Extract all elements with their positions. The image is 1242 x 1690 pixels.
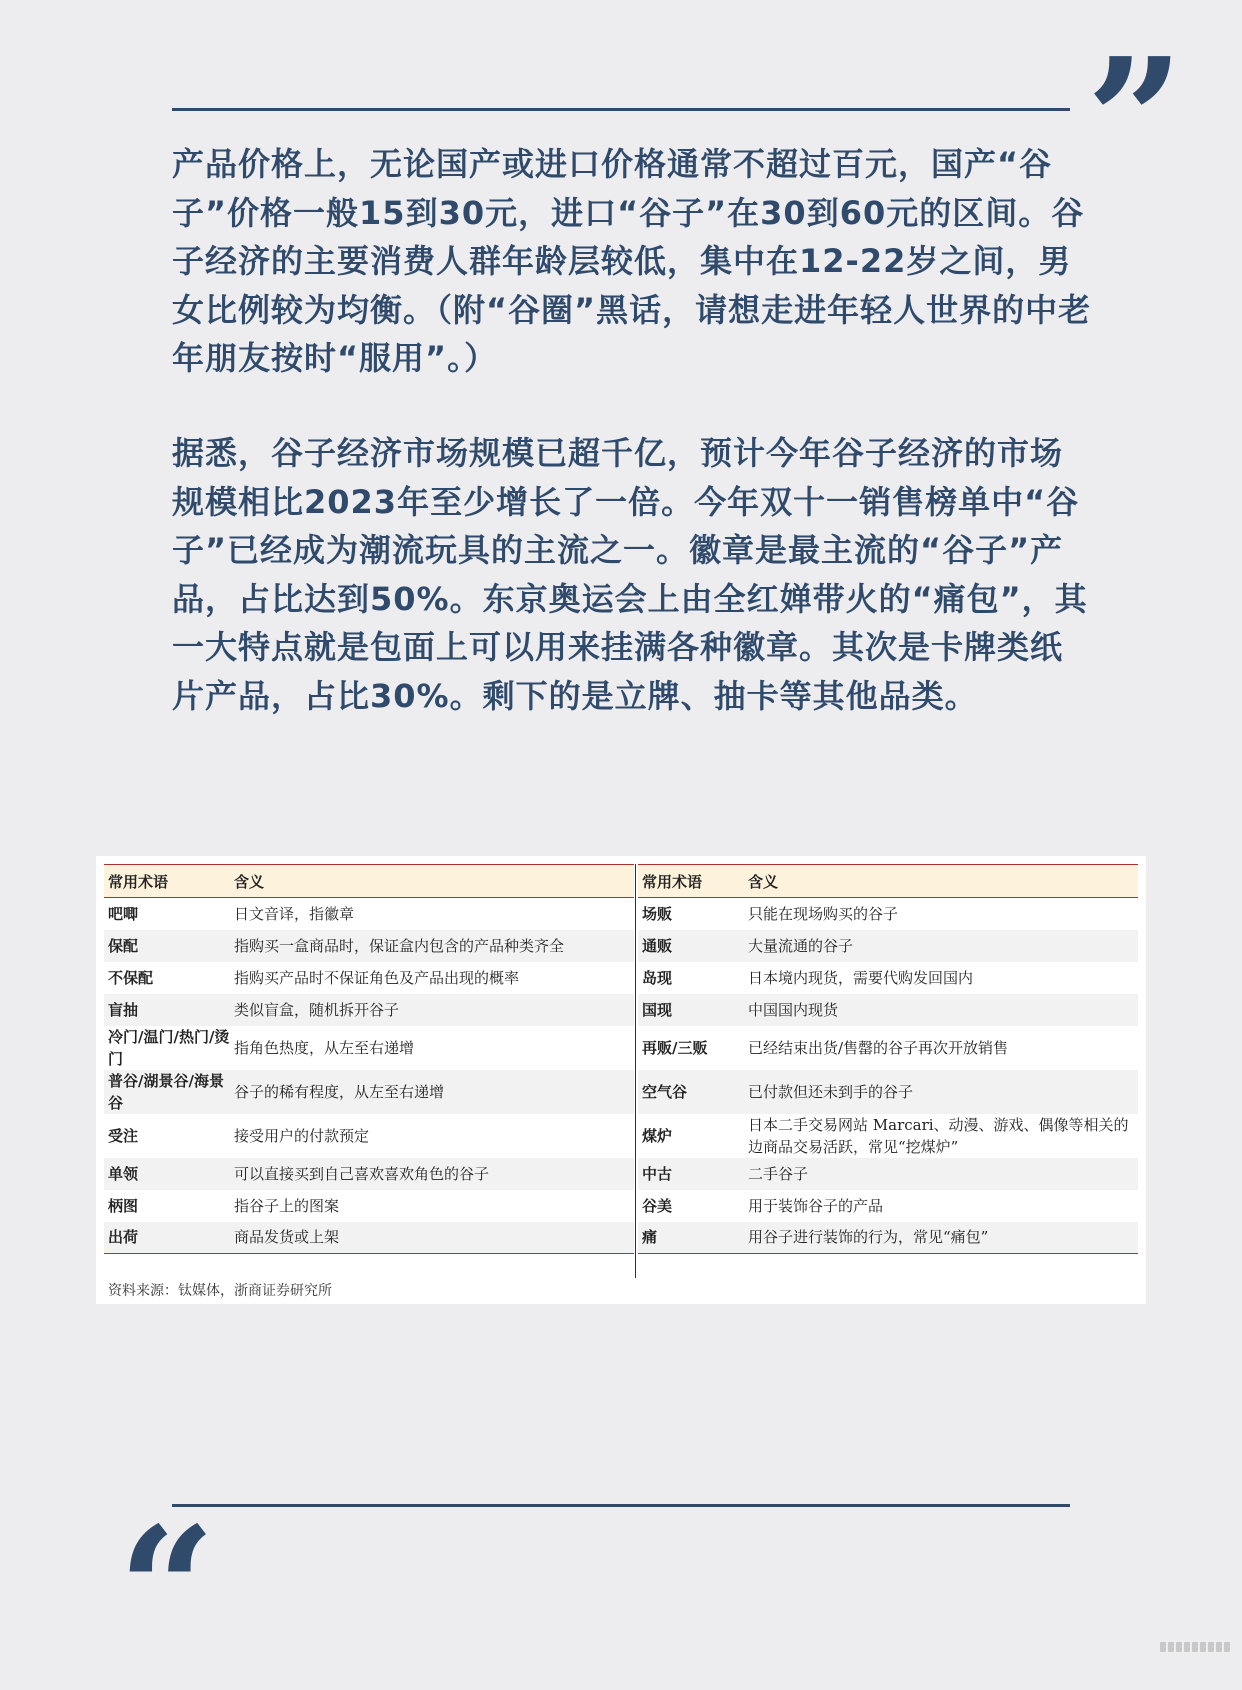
- meaning-cell: 日本二手交易网站 Marcari、动漫、游戏、偶像等相关的边商品交易活跃，常见“挖煤炉”: [748, 1115, 1129, 1156]
- table-row: [104, 994, 634, 1026]
- term-cell: 不保配: [108, 968, 154, 987]
- table-source: 资料来源：钛媒体，浙商证券研究所: [108, 1283, 332, 1299]
- meaning-cell: 可以直接买到自己喜欢喜欢角色的谷子: [230, 1158, 634, 1190]
- term-cell: 再贩/三贩: [642, 1038, 708, 1057]
- term-cell: 单领: [104, 1158, 230, 1190]
- close-quote-icon: ”: [1086, 21, 1184, 221]
- header-meaning: 含义: [230, 865, 634, 898]
- paragraph-price: 产品价格上，无论国产或进口价格通常不超过百元，国产“谷子”价格一般15到30元，进口“谷子”在30到60元的区间。谷子经济的主要消费人群年龄层较低，集中在12-22岁之间，男女比例较为均衡。（附“谷圈”黑话，请想走进年轻人世界的中老年朋友按时“服用”。）: [172, 145, 1092, 377]
- table-row: [104, 1070, 634, 1114]
- term-cell: 煤炉: [642, 1126, 673, 1145]
- table-row: [104, 1190, 634, 1222]
- term-cell: 保配: [104, 930, 230, 962]
- glossary-right: [638, 864, 1138, 1254]
- meaning-cell: 指角色热度，从左至右递增: [234, 1038, 415, 1057]
- table-row: [638, 1114, 1138, 1158]
- header-term: 常用术语: [104, 865, 230, 898]
- table-row: [638, 1190, 1138, 1222]
- term-cell: 场贩: [642, 904, 673, 923]
- table-row: [638, 898, 1138, 930]
- meaning-cell: 大量流通的谷子: [744, 930, 1138, 962]
- term-cell: 痛: [638, 1222, 744, 1254]
- meaning-cell: 中国国内现货: [744, 994, 1138, 1026]
- table-row: [638, 1070, 1138, 1114]
- open-quote-icon: “: [118, 1490, 216, 1690]
- meaning-cell: 已经结束出货/售罄的谷子再次开放销售: [748, 1038, 1009, 1057]
- table-row: [638, 994, 1138, 1026]
- glossary-left: [104, 864, 634, 1254]
- term-cell: 空气谷: [638, 1070, 744, 1114]
- paragraph-market: 据悉，谷子经济市场规模已超千亿，预计今年谷子经济的市场规模相比2023年至少增长了一倍。今年双十一销售榜单中“谷子”已经成为潮流玩具的主流之一。徽章是最主流的“谷子”产品，占比达到50%。东京奥运会上由全红婵带火的“痛包”，其一大特点就是包面上可以用来挂满各种徽章。其次是卡牌类纸片产品，占比30%。剩下的是立牌、抽卡等其他品类。: [172, 434, 1088, 715]
- term-cell: 国现: [638, 994, 744, 1026]
- meaning-cell: 接受用户的付款预定: [234, 1126, 370, 1145]
- table-row: [638, 1222, 1138, 1254]
- table-row: [104, 1026, 634, 1070]
- meaning-cell: 指购买产品时不保证角色及产品出现的概率: [234, 968, 520, 987]
- meaning-cell: 指购买一盒商品时，保证盒内包含的产品种类齐全: [230, 930, 634, 962]
- table-row: [104, 1158, 634, 1190]
- watermark-dots: [1160, 1642, 1230, 1652]
- meaning-cell: 已付款但还未到手的谷子: [744, 1070, 1138, 1114]
- term-cell: 谷美: [642, 1196, 673, 1215]
- table-row: [638, 962, 1138, 994]
- meaning-cell: 日本境内现货，需要代购发回国内: [748, 968, 974, 987]
- table-row: [638, 930, 1138, 962]
- header-term: 常用术语: [638, 865, 744, 898]
- term-cell: 普谷/湖景谷/海景谷: [104, 1070, 230, 1114]
- term-cell: 岛现: [642, 968, 673, 987]
- table-row: [104, 930, 634, 962]
- column-divider: [635, 864, 636, 1278]
- table-row: [104, 898, 634, 930]
- meaning-cell: 指谷子上的图案: [234, 1196, 340, 1215]
- term-cell: 中古: [638, 1158, 744, 1190]
- term-cell: 吧唧: [108, 904, 139, 923]
- meaning-cell: 用谷子进行装饰的行为，常见“痛包”: [744, 1222, 1138, 1254]
- meaning-cell: 用于装饰谷子的产品: [748, 1196, 884, 1215]
- table-row: [638, 1158, 1138, 1190]
- meaning-cell: 二手谷子: [744, 1158, 1138, 1190]
- meaning-cell: 谷子的稀有程度，从左至右递增: [230, 1070, 634, 1114]
- header-meaning: 含义: [744, 865, 1138, 898]
- term-cell: 盲抽: [104, 994, 230, 1026]
- meaning-cell: 只能在现场购买的谷子: [748, 904, 899, 923]
- term-cell: 通贩: [638, 930, 744, 962]
- meaning-cell: 日文音译，指徽章: [234, 904, 355, 923]
- table-row: [104, 1222, 634, 1254]
- term-cell: 冷门/温门/热门/烫门: [108, 1027, 230, 1068]
- term-cell: 受注: [108, 1126, 139, 1145]
- bottom-divider: [172, 1504, 1070, 1507]
- glossary-table: [96, 856, 1146, 1304]
- meaning-cell: 商品发货或上架: [230, 1222, 634, 1254]
- top-divider: [172, 108, 1070, 111]
- table-row: [638, 1026, 1138, 1070]
- table-row: [104, 1114, 634, 1158]
- term-cell: 柄图: [108, 1196, 139, 1215]
- meaning-cell: 类似盲盒，随机拆开谷子: [230, 994, 634, 1026]
- term-cell: 出荷: [104, 1222, 230, 1254]
- table-row: [104, 962, 634, 994]
